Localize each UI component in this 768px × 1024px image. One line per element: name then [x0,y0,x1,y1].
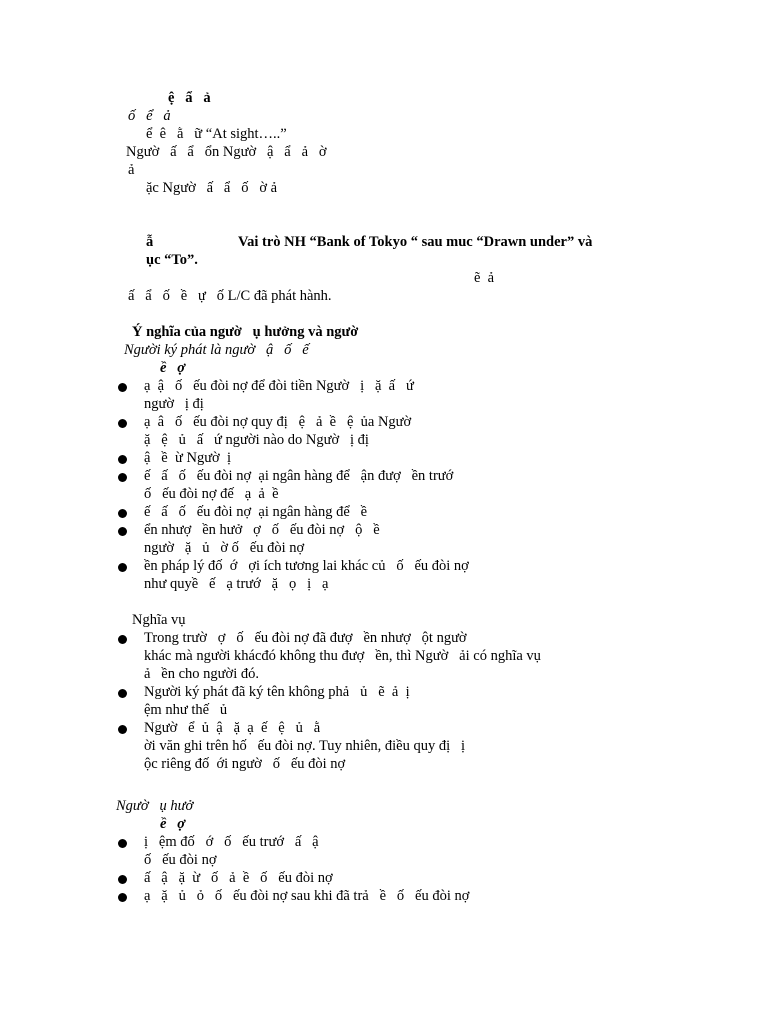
bullet-icon [118,635,127,644]
bullet-icon [118,473,127,482]
text-line: ấ ẩ ố ề ự ố L/C đã phát hành. [128,288,332,304]
list-item: ố ếu đòi nợ đế ạ ả ề [144,486,279,502]
list-item: ệm như thế ủ [144,702,239,718]
bullet-icon [118,455,127,464]
bullet-icon [118,893,127,902]
bullet-icon [118,509,127,518]
text-line: ẫ [146,234,154,250]
list-item: ển nhượ ền hưở ợ ố ếu đòi nợ ộ ề [144,522,380,538]
list-item: ạ ậ ố ếu đòi nợ để đòi tiền Ngườ ị ặ ấ ứ [144,378,414,394]
list-item: ạ ặ ủ ỏ ố ếu đòi nợ sau khi đã trả ề ố ếu đòi nợ [144,888,474,904]
bullet-icon [118,383,127,392]
bullet-icon [118,563,127,572]
bullet-icon [118,725,127,734]
text-line: ể ê ằ ữ “At sight…..” [146,126,287,142]
list-item: ị ệm đố ớ ố ếu trướ ấ ậ [144,834,319,850]
list-item: Trong trườ ợ ố ếu đòi nợ đã đượ ền nhượ ột ngườ [144,630,467,646]
list-item: ngườ ị đị [144,396,204,412]
list-item: ế ấ ố ếu đòi nợ ại ngân hàng để ề [144,504,368,520]
list-item: ền pháp lý đố ớ ợi ích tương lai khác củ ố ếu đòi nợ [144,558,469,574]
list-item: Ngườ ể ủ ậ ặ ạ ế ệ ủ ằ [144,720,321,736]
list-item: như quyề ế ạ trướ ặ ọ ị ạ [144,576,329,592]
section-subheading: Người ký phát là ngườ ậ ố ế [124,342,309,358]
text-line: Vai trò NH “Bank of Tokyo “ sau muc “Drawn under” và [238,234,593,250]
list-item: ậ ề ừ Ngườ ị [144,450,232,466]
bullet-icon [118,875,127,884]
section-heading: Nghĩa vụ [132,612,186,628]
text-line: ặc Ngườ ấ ẩ ố ờ ả [146,180,278,196]
list-item: ố ếu đòi nợ [144,852,221,868]
text-line: ả [128,162,146,178]
list-item: ế ấ ố ếu đòi nợ ại ngân hàng để ận đượ ền trướ [144,468,454,484]
section-heading: Ý nghĩa của ngườ ụ hưởng và ngườ [132,324,359,340]
list-item: ngườ ặ ủ ờ ố ếu đòi nợ [144,540,305,556]
list-item: ộc riêng đố ới ngườ ố ếu đòi nợ [144,756,346,772]
text-line: ẽ ả [474,270,495,286]
section-subheading: ề ợ [160,816,186,832]
text-line: ố ể ả [128,108,182,124]
list-item: Người ký phát đã ký tên không phả ủ ẽ ả ị [144,684,410,700]
text-line: ục “To”. [146,252,198,268]
text-line: ệ ẩ ả [168,90,211,106]
bullet-icon [118,839,127,848]
bullet-icon [118,527,127,536]
list-item: ời văn ghi trên hố ếu đòi nợ. Tuy nhiên, điều quy đị ị [144,738,466,754]
section-subheading: ề ợ [160,360,186,376]
list-item: khác mà người khácđó không thu đượ ền, thì Ngườ ải có nghĩa vụ [144,648,541,664]
text-line: Ngườ ấ ẩ ổn Ngườ ậ ẩ ả ờ [126,144,327,160]
bullet-icon [118,689,127,698]
list-item: ấ ậ ặ ừ ố ả ề ố ếu đòi nợ [144,870,337,886]
bullet-icon [118,419,127,428]
list-item: ặ ệ ủ ấ ứ người nào do Ngườ ị đị [144,432,369,448]
list-item: ả ền cho người đó. [144,666,259,682]
list-item: ạ â ố ếu đòi nợ quy đị ệ ả ề ệ ủa Ngườ [144,414,412,430]
section-heading: Ngườ ụ hưở [116,798,194,814]
